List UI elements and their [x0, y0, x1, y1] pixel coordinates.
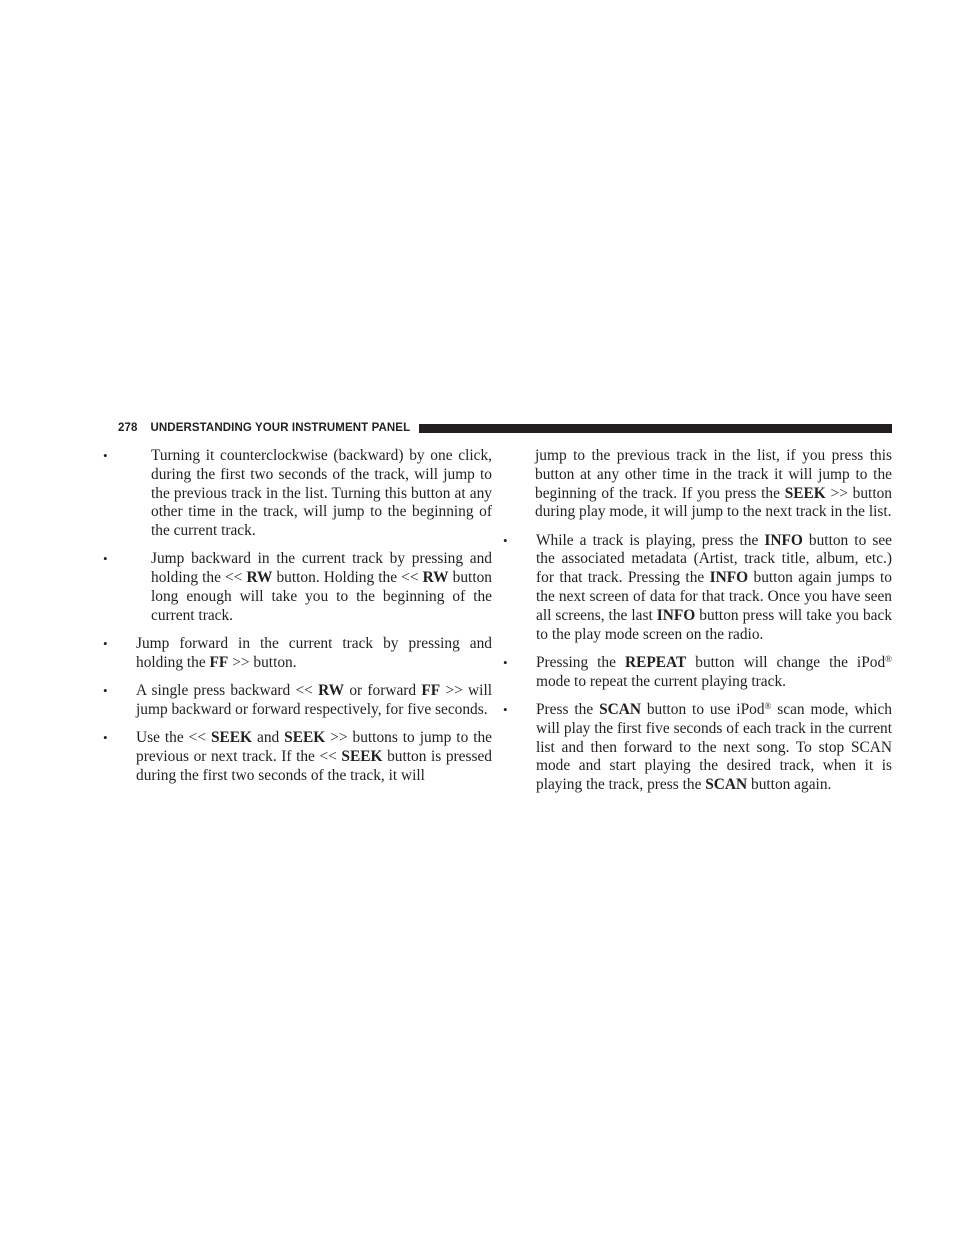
page-number: 278	[118, 422, 138, 434]
header-rule	[419, 424, 892, 433]
right-column	[518, 447, 892, 805]
list-item-counterclockwise: • Turning it counterclockwise (backward) by one click, during the first two seconds of the track, will jump to the previous track in the list. Turning this button at any other time in the track, will jump to the beginning of the current track.	[118, 447, 492, 541]
list-item-scan: • Press the SCAN button to use iPod® scan mode, which will play the first five seconds of each track in the current list and then forward to the next song. To stop SCAN mode and start playing the desired track, when it is playing the track, press the SCAN button again.	[518, 701, 892, 795]
section-title: UNDERSTANDING YOUR INSTRUMENT PANEL	[150, 422, 411, 434]
page-header	[118, 420, 892, 436]
list-item-info: • While a track is playing, press the INFO button to see the associated metadata (Artist, track title, album, etc.) for that track. Pressing the INFO button again jumps to the next screen of data for that track. Once you have seen all screens, the last INFO button press will take you back to the play mode screen on the radio.	[518, 532, 892, 645]
list-item-single-press: • A single press backward << RW or forward FF >> will jump backward or forward respectively, for five seconds.	[118, 682, 492, 720]
list-item-repeat: • Pressing the REPEAT button will change the iPod® mode to repeat the current playing track.	[518, 654, 892, 692]
seek-continuation-text: jump to the previous track in the list, if you press this button at any other time in the track it will jump to the beginning of the track. If you press the SEEK >> button during play mode, it will jump to the next track in the list.	[535, 447, 892, 521]
list-item-jump-forward: • Jump forward in the current track by pressing and holding the FF >> button.	[118, 635, 492, 673]
left-column	[118, 447, 492, 795]
list-item-jump-backward: • Jump backward in the current track by pressing and holding the << RW button. Holding the << RW button long enough will take you to the beginning of the current track.	[118, 550, 492, 625]
list-item-seek: • Use the << SEEK and SEEK >> buttons to jump to the previous or next track. If the << SEEK button is pressed during the first two seconds of the track, it will	[118, 729, 492, 785]
